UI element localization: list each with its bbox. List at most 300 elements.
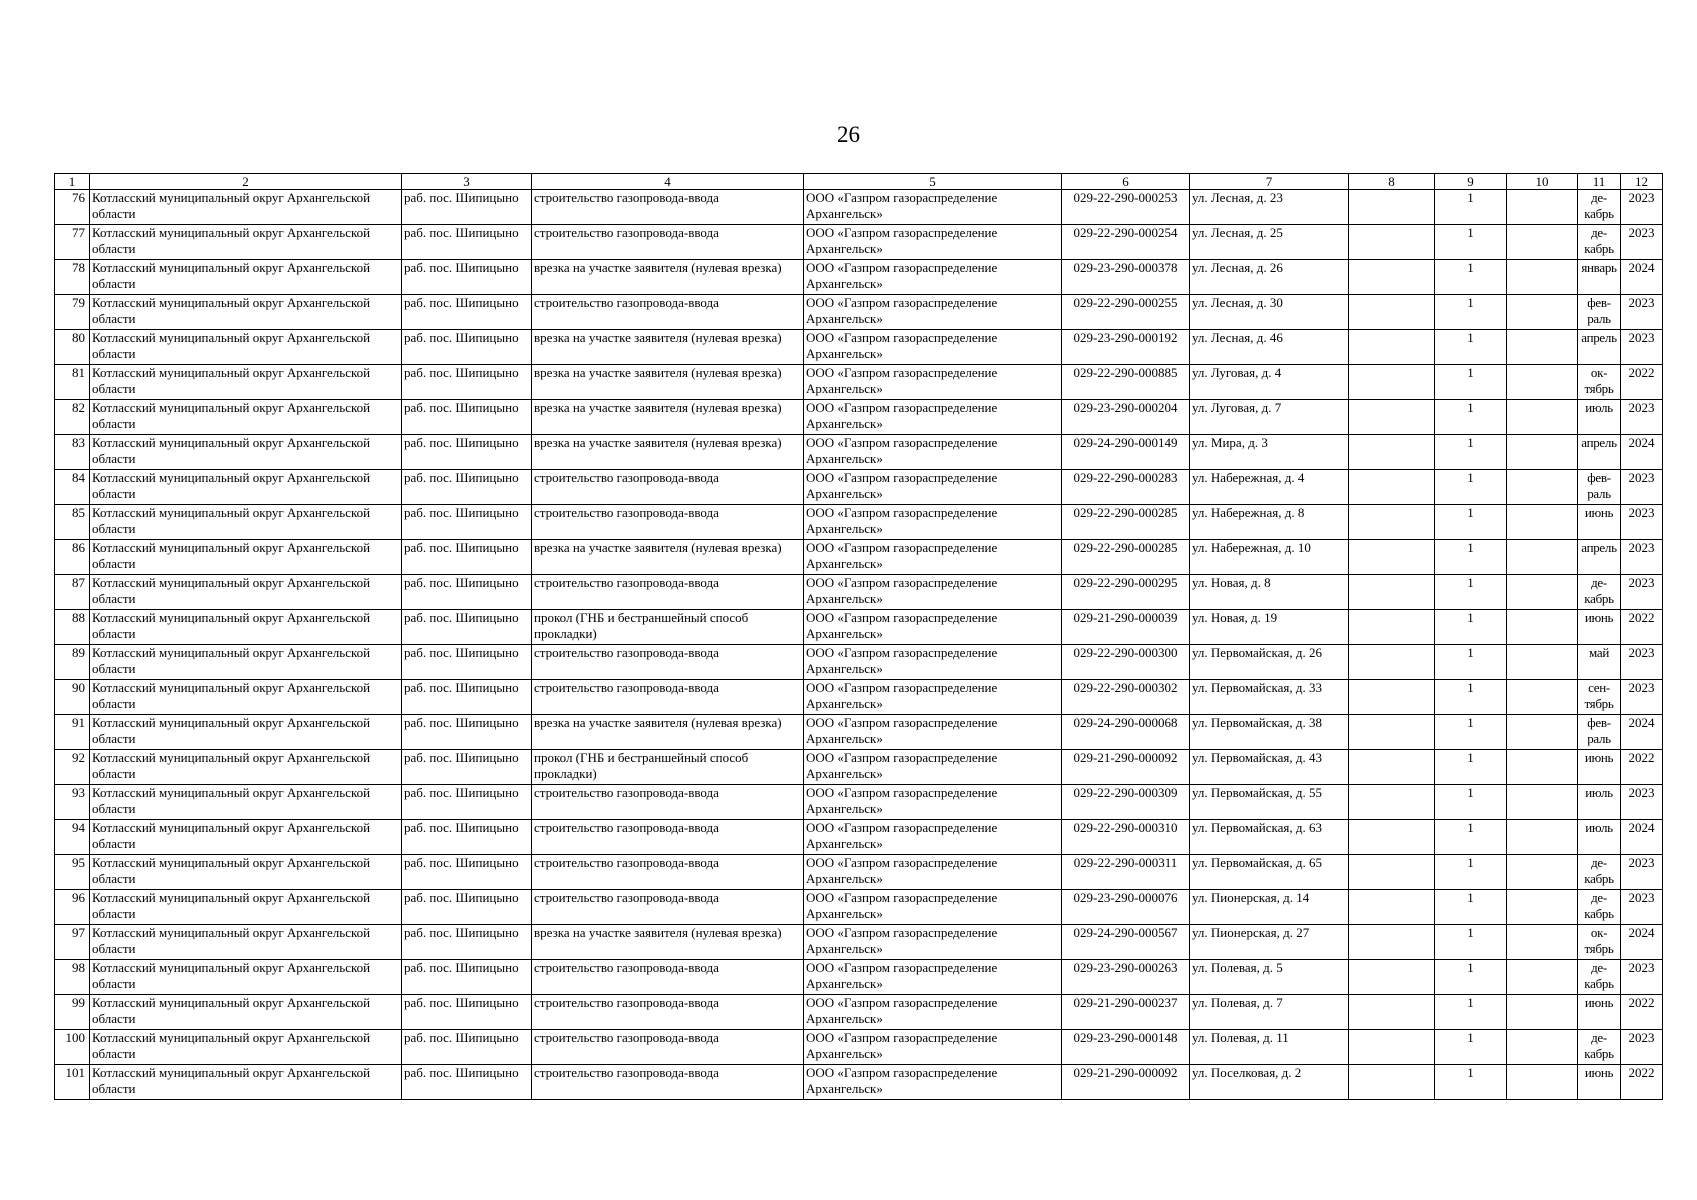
quantity-cell: 1 bbox=[1435, 190, 1507, 225]
column-8-cell bbox=[1349, 575, 1435, 610]
application-code-cell: 029-22-290-000285 bbox=[1062, 505, 1190, 540]
application-code-cell: 029-22-290-000302 bbox=[1062, 680, 1190, 715]
row-number: 96 bbox=[55, 890, 90, 925]
year-cell: 2024 bbox=[1621, 925, 1663, 960]
column-header: 12 bbox=[1621, 174, 1663, 190]
application-code-cell: 029-21-290-000092 bbox=[1062, 1065, 1190, 1100]
column-8-cell bbox=[1349, 645, 1435, 680]
column-10-cell bbox=[1507, 540, 1578, 575]
column-10-cell bbox=[1507, 1030, 1578, 1065]
address-cell: ул. Набережная, д. 8 bbox=[1190, 505, 1349, 540]
column-10-cell bbox=[1507, 470, 1578, 505]
address-cell: ул. Полевая, д. 11 bbox=[1190, 1030, 1349, 1065]
application-code-cell: 029-22-290-000285 bbox=[1062, 540, 1190, 575]
settlement-cell: раб. пос. Шипицыно bbox=[402, 645, 532, 680]
work-type-cell: строительство газопровода-ввода bbox=[532, 1030, 804, 1065]
year-cell: 2024 bbox=[1621, 820, 1663, 855]
year-cell: 2023 bbox=[1621, 960, 1663, 995]
row-number: 95 bbox=[55, 855, 90, 890]
table-row bbox=[55, 470, 1663, 505]
table-row bbox=[55, 400, 1663, 435]
work-type-cell: строительство газопровода-ввода bbox=[532, 470, 804, 505]
district-cell: Котласский муниципальный округ Архангельской области bbox=[90, 365, 402, 400]
table-row bbox=[55, 260, 1663, 295]
address-cell: ул. Первомайская, д. 38 bbox=[1190, 715, 1349, 750]
work-type-cell: строительство газопровода-ввода bbox=[532, 295, 804, 330]
year-cell: 2024 bbox=[1621, 260, 1663, 295]
quantity-cell: 1 bbox=[1435, 225, 1507, 260]
address-cell: ул. Лесная, д. 23 bbox=[1190, 190, 1349, 225]
month-cell: де-кабрь bbox=[1578, 225, 1621, 260]
table-row bbox=[55, 750, 1663, 785]
column-10-cell bbox=[1507, 295, 1578, 330]
table-row bbox=[55, 575, 1663, 610]
settlement-cell: раб. пос. Шипицыно bbox=[402, 925, 532, 960]
table-row bbox=[55, 295, 1663, 330]
row-number: 79 bbox=[55, 295, 90, 330]
address-cell: ул. Лесная, д. 30 bbox=[1190, 295, 1349, 330]
organization-cell: ООО «Газпром газораспределение Архангельск» bbox=[804, 365, 1062, 400]
month-cell: май bbox=[1578, 645, 1621, 680]
column-8-cell bbox=[1349, 225, 1435, 260]
year-cell: 2023 bbox=[1621, 1030, 1663, 1065]
district-cell: Котласский муниципальный округ Архангельской области bbox=[90, 295, 402, 330]
work-type-cell: врезка на участке заявителя (нулевая врезка) bbox=[532, 260, 804, 295]
address-cell: ул. Полевая, д. 7 bbox=[1190, 995, 1349, 1030]
district-cell: Котласский муниципальный округ Архангельской области bbox=[90, 960, 402, 995]
table-row bbox=[55, 680, 1663, 715]
column-10-cell bbox=[1507, 365, 1578, 400]
organization-cell: ООО «Газпром газораспределение Архангельск» bbox=[804, 715, 1062, 750]
table-row bbox=[55, 1030, 1663, 1065]
district-cell: Котласский муниципальный округ Архангельской области bbox=[90, 470, 402, 505]
year-cell: 2024 bbox=[1621, 715, 1663, 750]
column-header: 6 bbox=[1062, 174, 1190, 190]
work-type-cell: строительство газопровода-ввода bbox=[532, 645, 804, 680]
address-cell: ул. Новая, д. 8 bbox=[1190, 575, 1349, 610]
organization-cell: ООО «Газпром газораспределение Архангельск» bbox=[804, 785, 1062, 820]
table-row bbox=[55, 715, 1663, 750]
quantity-cell: 1 bbox=[1435, 925, 1507, 960]
column-10-cell bbox=[1507, 190, 1578, 225]
quantity-cell: 1 bbox=[1435, 820, 1507, 855]
row-number: 86 bbox=[55, 540, 90, 575]
month-cell: фев-раль bbox=[1578, 470, 1621, 505]
district-cell: Котласский муниципальный округ Архангельской области bbox=[90, 400, 402, 435]
row-number: 82 bbox=[55, 400, 90, 435]
organization-cell: ООО «Газпром газораспределение Архангельск» bbox=[804, 855, 1062, 890]
district-cell: Котласский муниципальный округ Архангельской области bbox=[90, 995, 402, 1030]
month-cell: июнь bbox=[1578, 995, 1621, 1030]
table-row bbox=[55, 855, 1663, 890]
row-number: 94 bbox=[55, 820, 90, 855]
month-cell: июнь bbox=[1578, 610, 1621, 645]
column-8-cell bbox=[1349, 855, 1435, 890]
month-cell: апрель bbox=[1578, 435, 1621, 470]
column-10-cell bbox=[1507, 575, 1578, 610]
row-number: 97 bbox=[55, 925, 90, 960]
table-row bbox=[55, 1065, 1663, 1100]
row-number: 91 bbox=[55, 715, 90, 750]
address-cell: ул. Лесная, д. 46 bbox=[1190, 330, 1349, 365]
column-8-cell bbox=[1349, 715, 1435, 750]
organization-cell: ООО «Газпром газораспределение Архангельск» bbox=[804, 995, 1062, 1030]
column-8-cell bbox=[1349, 540, 1435, 575]
column-10-cell bbox=[1507, 225, 1578, 260]
column-10-cell bbox=[1507, 680, 1578, 715]
column-10-cell bbox=[1507, 925, 1578, 960]
table-row bbox=[55, 365, 1663, 400]
month-cell: апрель bbox=[1578, 540, 1621, 575]
column-header: 2 bbox=[90, 174, 402, 190]
quantity-cell: 1 bbox=[1435, 645, 1507, 680]
column-10-cell bbox=[1507, 260, 1578, 295]
district-cell: Котласский муниципальный округ Архангельской области bbox=[90, 260, 402, 295]
district-cell: Котласский муниципальный округ Архангельской области bbox=[90, 190, 402, 225]
month-cell: ок-тябрь bbox=[1578, 365, 1621, 400]
column-8-cell bbox=[1349, 785, 1435, 820]
application-code-cell: 029-23-290-000378 bbox=[1062, 260, 1190, 295]
year-cell: 2023 bbox=[1621, 190, 1663, 225]
column-10-cell bbox=[1507, 995, 1578, 1030]
application-code-cell: 029-22-290-000300 bbox=[1062, 645, 1190, 680]
table-row bbox=[55, 540, 1663, 575]
work-type-cell: строительство газопровода-ввода bbox=[532, 225, 804, 260]
address-cell: ул. Мира, д. 3 bbox=[1190, 435, 1349, 470]
settlement-cell: раб. пос. Шипицыно bbox=[402, 575, 532, 610]
column-10-cell bbox=[1507, 855, 1578, 890]
quantity-cell: 1 bbox=[1435, 260, 1507, 295]
month-cell: июнь bbox=[1578, 1065, 1621, 1100]
work-type-cell: строительство газопровода-ввода bbox=[532, 1065, 804, 1100]
district-cell: Котласский муниципальный округ Архангельской области bbox=[90, 1065, 402, 1100]
column-header: 11 bbox=[1578, 174, 1621, 190]
table-row bbox=[55, 225, 1663, 260]
gasification-table bbox=[54, 173, 1663, 1100]
application-code-cell: 029-22-290-000255 bbox=[1062, 295, 1190, 330]
month-cell: де-кабрь bbox=[1578, 855, 1621, 890]
quantity-cell: 1 bbox=[1435, 330, 1507, 365]
organization-cell: ООО «Газпром газораспределение Архангельск» bbox=[804, 540, 1062, 575]
column-10-cell bbox=[1507, 330, 1578, 365]
settlement-cell: раб. пос. Шипицыно bbox=[402, 295, 532, 330]
settlement-cell: раб. пос. Шипицыно bbox=[402, 890, 532, 925]
row-number: 84 bbox=[55, 470, 90, 505]
column-10-cell bbox=[1507, 610, 1578, 645]
page-number: 26 bbox=[837, 122, 860, 147]
table-row bbox=[55, 435, 1663, 470]
year-cell: 2023 bbox=[1621, 330, 1663, 365]
organization-cell: ООО «Газпром газораспределение Архангельск» bbox=[804, 925, 1062, 960]
district-cell: Котласский муниципальный округ Архангельской области bbox=[90, 645, 402, 680]
year-cell: 2023 bbox=[1621, 890, 1663, 925]
quantity-cell: 1 bbox=[1435, 1030, 1507, 1065]
address-cell: ул. Лесная, д. 26 bbox=[1190, 260, 1349, 295]
application-code-cell: 029-22-290-000254 bbox=[1062, 225, 1190, 260]
district-cell: Котласский муниципальный округ Архангельской области bbox=[90, 680, 402, 715]
work-type-cell: строительство газопровода-ввода bbox=[532, 680, 804, 715]
settlement-cell: раб. пос. Шипицыно bbox=[402, 365, 532, 400]
address-cell: ул. Пионерская, д. 27 bbox=[1190, 925, 1349, 960]
month-cell: ок-тябрь bbox=[1578, 925, 1621, 960]
settlement-cell: раб. пос. Шипицыно bbox=[402, 225, 532, 260]
column-header: 10 bbox=[1507, 174, 1578, 190]
district-cell: Котласский муниципальный округ Архангельской области bbox=[90, 435, 402, 470]
settlement-cell: раб. пос. Шипицыно bbox=[402, 995, 532, 1030]
table-row bbox=[55, 890, 1663, 925]
column-header: 7 bbox=[1190, 174, 1349, 190]
settlement-cell: раб. пос. Шипицыно bbox=[402, 680, 532, 715]
row-number: 87 bbox=[55, 575, 90, 610]
column-8-cell bbox=[1349, 1030, 1435, 1065]
month-cell: июнь bbox=[1578, 505, 1621, 540]
row-number: 77 bbox=[55, 225, 90, 260]
settlement-cell: раб. пос. Шипицыно bbox=[402, 470, 532, 505]
quantity-cell: 1 bbox=[1435, 365, 1507, 400]
organization-cell: ООО «Газпром газораспределение Архангельск» bbox=[804, 680, 1062, 715]
month-cell: де-кабрь bbox=[1578, 575, 1621, 610]
row-number: 88 bbox=[55, 610, 90, 645]
address-cell: ул. Первомайская, д. 65 bbox=[1190, 855, 1349, 890]
application-code-cell: 029-22-290-000310 bbox=[1062, 820, 1190, 855]
organization-cell: ООО «Газпром газораспределение Архангельск» bbox=[804, 645, 1062, 680]
row-number: 99 bbox=[55, 995, 90, 1030]
district-cell: Котласский муниципальный округ Архангельской области bbox=[90, 610, 402, 645]
address-cell: ул. Набережная, д. 10 bbox=[1190, 540, 1349, 575]
year-cell: 2023 bbox=[1621, 225, 1663, 260]
column-header: 8 bbox=[1349, 174, 1435, 190]
district-cell: Котласский муниципальный округ Архангельской области bbox=[90, 225, 402, 260]
column-8-cell bbox=[1349, 295, 1435, 330]
quantity-cell: 1 bbox=[1435, 785, 1507, 820]
month-cell: де-кабрь bbox=[1578, 890, 1621, 925]
organization-cell: ООО «Газпром газораспределение Архангельск» bbox=[804, 575, 1062, 610]
district-cell: Котласский муниципальный округ Архангельской области bbox=[90, 750, 402, 785]
address-cell: ул. Лесная, д. 25 bbox=[1190, 225, 1349, 260]
column-number-row bbox=[55, 174, 1663, 190]
year-cell: 2023 bbox=[1621, 400, 1663, 435]
work-type-cell: врезка на участке заявителя (нулевая врезка) bbox=[532, 330, 804, 365]
organization-cell: ООО «Газпром газораспределение Архангельск» bbox=[804, 1065, 1062, 1100]
settlement-cell: раб. пос. Шипицыно bbox=[402, 855, 532, 890]
year-cell: 2024 bbox=[1621, 435, 1663, 470]
work-type-cell: врезка на участке заявителя (нулевая врезка) bbox=[532, 435, 804, 470]
quantity-cell: 1 bbox=[1435, 995, 1507, 1030]
district-cell: Котласский муниципальный округ Архангельской области bbox=[90, 925, 402, 960]
settlement-cell: раб. пос. Шипицыно bbox=[402, 715, 532, 750]
district-cell: Котласский муниципальный округ Архангельской области bbox=[90, 330, 402, 365]
work-type-cell: врезка на участке заявителя (нулевая врезка) bbox=[532, 925, 804, 960]
column-8-cell bbox=[1349, 365, 1435, 400]
address-cell: ул. Первомайская, д. 55 bbox=[1190, 785, 1349, 820]
settlement-cell: раб. пос. Шипицыно bbox=[402, 260, 532, 295]
application-code-cell: 029-24-290-000567 bbox=[1062, 925, 1190, 960]
year-cell: 2023 bbox=[1621, 855, 1663, 890]
year-cell: 2023 bbox=[1621, 505, 1663, 540]
address-cell: ул. Первомайская, д. 43 bbox=[1190, 750, 1349, 785]
column-10-cell bbox=[1507, 890, 1578, 925]
column-8-cell bbox=[1349, 470, 1435, 505]
district-cell: Котласский муниципальный округ Архангельской области bbox=[90, 820, 402, 855]
column-header: 4 bbox=[532, 174, 804, 190]
column-10-cell bbox=[1507, 715, 1578, 750]
district-cell: Котласский муниципальный округ Архангельской области bbox=[90, 540, 402, 575]
district-cell: Котласский муниципальный округ Архангельской области bbox=[90, 505, 402, 540]
column-10-cell bbox=[1507, 820, 1578, 855]
column-header: 3 bbox=[402, 174, 532, 190]
table-row bbox=[55, 960, 1663, 995]
column-8-cell bbox=[1349, 925, 1435, 960]
work-type-cell: строительство газопровода-ввода bbox=[532, 855, 804, 890]
year-cell: 2022 bbox=[1621, 1065, 1663, 1100]
district-cell: Котласский муниципальный округ Архангельской области bbox=[90, 855, 402, 890]
work-type-cell: строительство газопровода-ввода bbox=[532, 960, 804, 995]
month-cell: январь bbox=[1578, 260, 1621, 295]
quantity-cell: 1 bbox=[1435, 610, 1507, 645]
organization-cell: ООО «Газпром газораспределение Архангельск» bbox=[804, 225, 1062, 260]
month-cell: де-кабрь bbox=[1578, 960, 1621, 995]
month-cell: сен-тябрь bbox=[1578, 680, 1621, 715]
district-cell: Котласский муниципальный округ Архангельской области bbox=[90, 715, 402, 750]
organization-cell: ООО «Газпром газораспределение Архангельск» bbox=[804, 505, 1062, 540]
year-cell: 2023 bbox=[1621, 680, 1663, 715]
month-cell: фев-раль bbox=[1578, 295, 1621, 330]
row-number: 92 bbox=[55, 750, 90, 785]
column-8-cell bbox=[1349, 995, 1435, 1030]
year-cell: 2023 bbox=[1621, 575, 1663, 610]
column-10-cell bbox=[1507, 645, 1578, 680]
work-type-cell: врезка на участке заявителя (нулевая врезка) bbox=[532, 365, 804, 400]
year-cell: 2023 bbox=[1621, 785, 1663, 820]
address-cell: ул. Луговая, д. 7 bbox=[1190, 400, 1349, 435]
settlement-cell: раб. пос. Шипицыно bbox=[402, 435, 532, 470]
quantity-cell: 1 bbox=[1435, 715, 1507, 750]
row-number: 98 bbox=[55, 960, 90, 995]
row-number: 80 bbox=[55, 330, 90, 365]
address-cell: ул. Полевая, д. 5 bbox=[1190, 960, 1349, 995]
application-code-cell: 029-23-290-000263 bbox=[1062, 960, 1190, 995]
column-8-cell bbox=[1349, 400, 1435, 435]
application-code-cell: 029-23-290-000076 bbox=[1062, 890, 1190, 925]
quantity-cell: 1 bbox=[1435, 505, 1507, 540]
application-code-cell: 029-22-290-000311 bbox=[1062, 855, 1190, 890]
quantity-cell: 1 bbox=[1435, 400, 1507, 435]
work-type-cell: врезка на участке заявителя (нулевая врезка) bbox=[532, 540, 804, 575]
work-type-cell: строительство газопровода-ввода bbox=[532, 575, 804, 610]
month-cell: де-кабрь bbox=[1578, 1030, 1621, 1065]
quantity-cell: 1 bbox=[1435, 435, 1507, 470]
district-cell: Котласский муниципальный округ Архангельской области bbox=[90, 890, 402, 925]
quantity-cell: 1 bbox=[1435, 540, 1507, 575]
quantity-cell: 1 bbox=[1435, 750, 1507, 785]
row-number: 78 bbox=[55, 260, 90, 295]
settlement-cell: раб. пос. Шипицыно bbox=[402, 190, 532, 225]
quantity-cell: 1 bbox=[1435, 890, 1507, 925]
settlement-cell: раб. пос. Шипицыно bbox=[402, 505, 532, 540]
row-number: 85 bbox=[55, 505, 90, 540]
work-type-cell: строительство газопровода-ввода bbox=[532, 785, 804, 820]
application-code-cell: 029-22-290-000309 bbox=[1062, 785, 1190, 820]
work-type-cell: строительство газопровода-ввода bbox=[532, 505, 804, 540]
column-8-cell bbox=[1349, 680, 1435, 715]
column-header: 1 bbox=[55, 174, 90, 190]
row-number: 76 bbox=[55, 190, 90, 225]
column-8-cell bbox=[1349, 890, 1435, 925]
quantity-cell: 1 bbox=[1435, 295, 1507, 330]
month-cell: июнь bbox=[1578, 750, 1621, 785]
address-cell: ул. Поселковая, д. 2 bbox=[1190, 1065, 1349, 1100]
work-type-cell: строительство газопровода-ввода bbox=[532, 820, 804, 855]
column-header: 5 bbox=[804, 174, 1062, 190]
settlement-cell: раб. пос. Шипицыно bbox=[402, 1030, 532, 1065]
address-cell: ул. Пионерская, д. 14 bbox=[1190, 890, 1349, 925]
column-10-cell bbox=[1507, 400, 1578, 435]
column-10-cell bbox=[1507, 785, 1578, 820]
district-cell: Котласский муниципальный округ Архангельской области bbox=[90, 575, 402, 610]
settlement-cell: раб. пос. Шипицыно bbox=[402, 400, 532, 435]
table-row bbox=[55, 330, 1663, 365]
settlement-cell: раб. пос. Шипицыно bbox=[402, 330, 532, 365]
organization-cell: ООО «Газпром газораспределение Архангельск» bbox=[804, 890, 1062, 925]
column-10-cell bbox=[1507, 1065, 1578, 1100]
organization-cell: ООО «Газпром газораспределение Архангельск» bbox=[804, 330, 1062, 365]
settlement-cell: раб. пос. Шипицыно bbox=[402, 785, 532, 820]
settlement-cell: раб. пос. Шипицыно bbox=[402, 610, 532, 645]
quantity-cell: 1 bbox=[1435, 470, 1507, 505]
work-type-cell: врезка на участке заявителя (нулевая врезка) bbox=[532, 715, 804, 750]
month-cell: де-кабрь bbox=[1578, 190, 1621, 225]
year-cell: 2022 bbox=[1621, 750, 1663, 785]
column-8-cell bbox=[1349, 1065, 1435, 1100]
table-row bbox=[55, 190, 1663, 225]
settlement-cell: раб. пос. Шипицыно bbox=[402, 820, 532, 855]
year-cell: 2023 bbox=[1621, 295, 1663, 330]
organization-cell: ООО «Газпром газораспределение Архангельск» bbox=[804, 1030, 1062, 1065]
work-type-cell: строительство газопровода-ввода bbox=[532, 190, 804, 225]
organization-cell: ООО «Газпром газораспределение Архангельск» bbox=[804, 435, 1062, 470]
application-code-cell: 029-23-290-000204 bbox=[1062, 400, 1190, 435]
work-type-cell: прокол (ГНБ и бестраншейный способ прокладки) bbox=[532, 610, 804, 645]
year-cell: 2022 bbox=[1621, 365, 1663, 400]
organization-cell: ООО «Газпром газораспределение Архангельск» bbox=[804, 470, 1062, 505]
address-cell: ул. Набережная, д. 4 bbox=[1190, 470, 1349, 505]
organization-cell: ООО «Газпром газораспределение Архангельск» bbox=[804, 610, 1062, 645]
row-number: 83 bbox=[55, 435, 90, 470]
application-code-cell: 029-21-290-000039 bbox=[1062, 610, 1190, 645]
work-type-cell: прокол (ГНБ и бестраншейный способ прокладки) bbox=[532, 750, 804, 785]
column-8-cell bbox=[1349, 435, 1435, 470]
column-8-cell bbox=[1349, 610, 1435, 645]
year-cell: 2023 bbox=[1621, 470, 1663, 505]
address-cell: ул. Луговая, д. 4 bbox=[1190, 365, 1349, 400]
table-row bbox=[55, 925, 1663, 960]
organization-cell: ООО «Газпром газораспределение Архангельск» bbox=[804, 960, 1062, 995]
address-cell: ул. Новая, д. 19 bbox=[1190, 610, 1349, 645]
year-cell: 2023 bbox=[1621, 645, 1663, 680]
column-8-cell bbox=[1349, 260, 1435, 295]
table-row bbox=[55, 820, 1663, 855]
table-row bbox=[55, 610, 1663, 645]
work-type-cell: строительство газопровода-ввода bbox=[532, 890, 804, 925]
column-header: 9 bbox=[1435, 174, 1507, 190]
column-8-cell bbox=[1349, 330, 1435, 365]
application-code-cell: 029-21-290-000237 bbox=[1062, 995, 1190, 1030]
quantity-cell: 1 bbox=[1435, 1065, 1507, 1100]
quantity-cell: 1 bbox=[1435, 575, 1507, 610]
row-number: 81 bbox=[55, 365, 90, 400]
row-number: 93 bbox=[55, 785, 90, 820]
year-cell: 2022 bbox=[1621, 610, 1663, 645]
